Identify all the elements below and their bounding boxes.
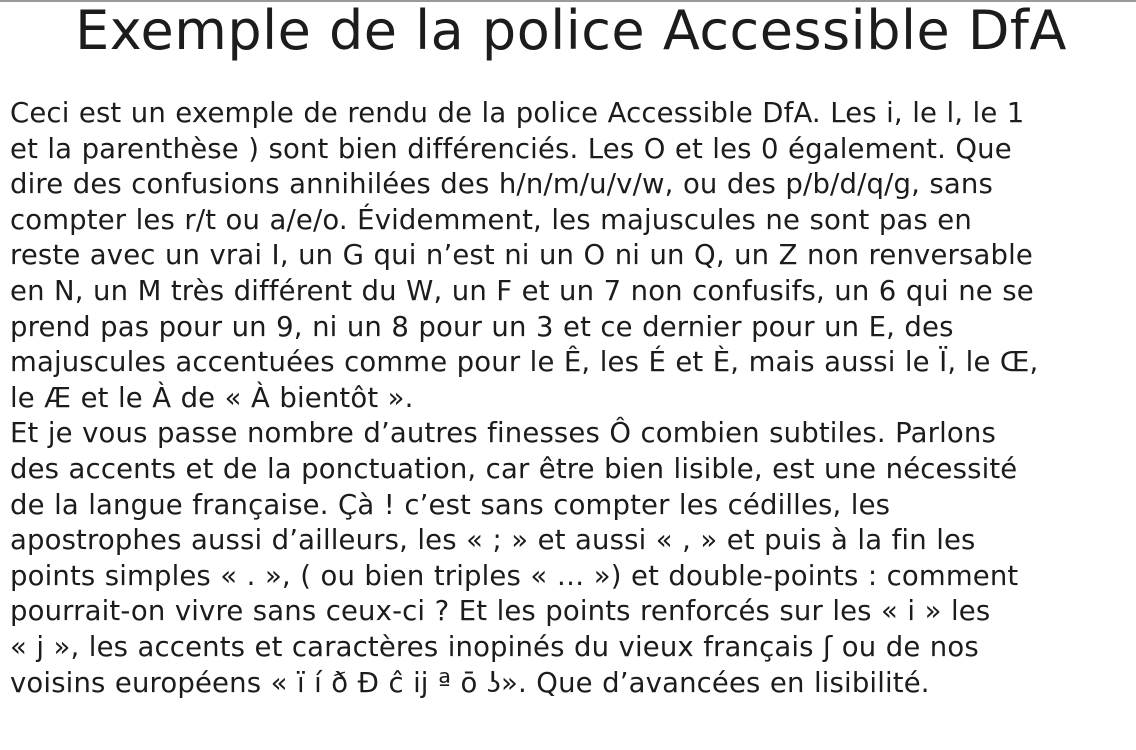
text-line: points simples « . », ( ou bien triples « … ») et double-points : comment — [10, 559, 1019, 592]
page-title: Exemple de la police Accessible DfA — [75, 0, 1067, 62]
text-line: et la parenthèse ) sont bien différenciés. Les O et les 0 également. Que — [10, 132, 1012, 165]
text-line: majuscules accentuées comme pour le Ê, les É et È, mais aussi le Ï, le Œ, — [10, 346, 1039, 379]
text-line: voisins européens « ï í ð Đ ĉ ĳ ª ō ʖ». Que d’avancées en lisibilité. — [10, 666, 930, 699]
text-line: reste avec un vrai I, un G qui n’est ni un O ni un Q, un Z non renversable — [10, 239, 1033, 272]
text-line: prend pas pour un 9, ni un 8 pour un 3 et ce dernier pour un E, des — [10, 310, 954, 343]
text-line: compter les r/t ou a/e/o. Évidemment, les majuscules ne sont pas en — [10, 203, 972, 236]
sample-text-body — [10, 96, 1136, 701]
text-line: dire des confusions annihilées des h/n/m/u/v/w, ou des p/b/d/q/g, sans — [10, 168, 993, 201]
text-line: pourrait-on vivre sans ceux-ci ? Et les points renforcés sur les « i » les — [10, 595, 991, 628]
text-line: de la langue française. Çà ! c’est sans compter les cédilles, les — [10, 488, 891, 521]
text-line: apostrophes aussi d’ailleurs, les « ; » et aussi « , » et puis à la fin les — [10, 524, 976, 557]
text-line: Et je vous passe nombre d’autres finesses Ô combien subtiles. Parlons — [10, 417, 996, 450]
text-line: « j », les accents et caractères inopinés du vieux français ʃ ou de nos — [10, 630, 979, 663]
text-line: le Æ et le À de « À bientôt ». — [10, 381, 414, 414]
text-line: des accents et de la ponctuation, car être bien lisible, est une nécessité — [10, 452, 1018, 485]
paragraph-1 — [10, 96, 1136, 416]
paragraph-2 — [10, 416, 1136, 701]
text-line: Ceci est un exemple de rendu de la police Accessible DfA. Les i, le l, le 1 — [10, 97, 1025, 129]
text-line: en N, un M très différent du W, un F et un 7 non confusifs, un 6 qui ne se — [10, 274, 1034, 307]
